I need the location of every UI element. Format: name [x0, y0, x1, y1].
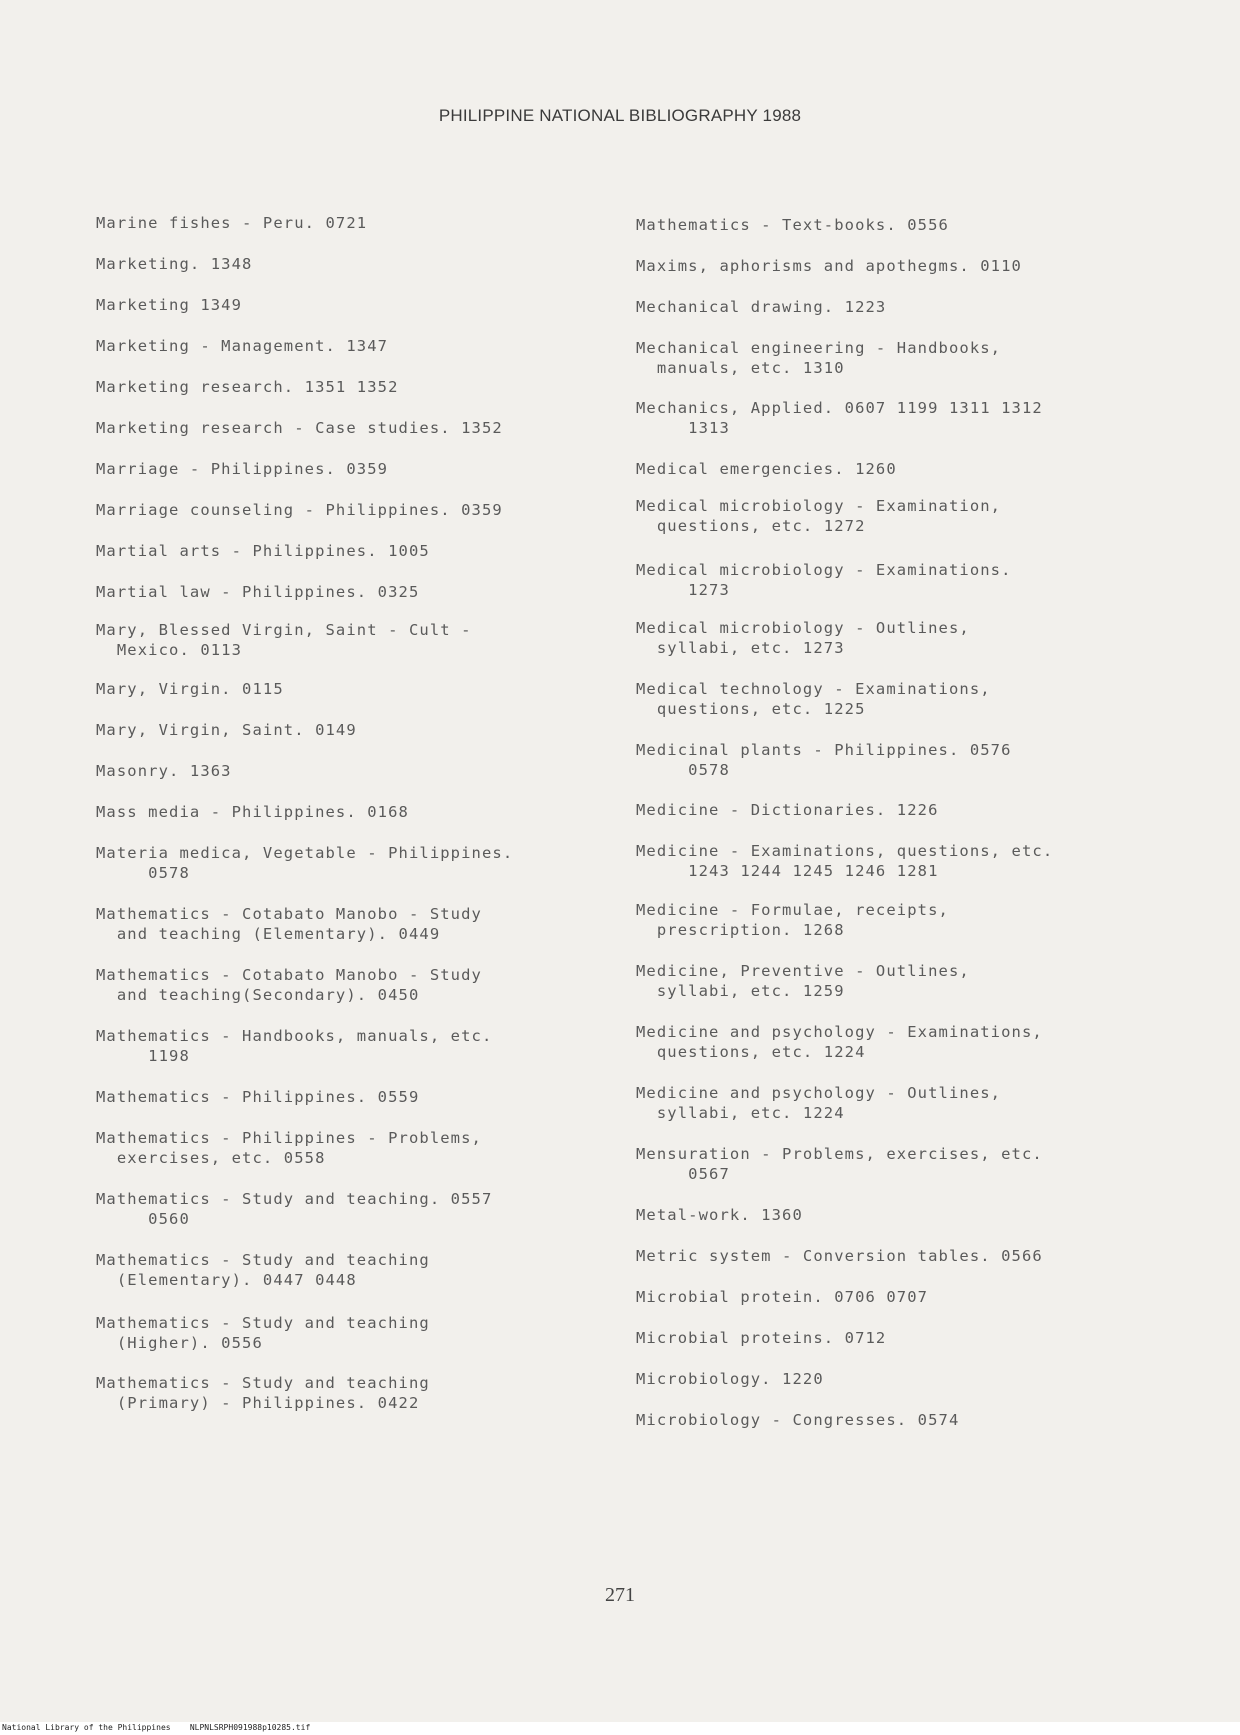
entry-heading: Medicine - Dictionaries. 1226: [636, 801, 939, 819]
entry-heading: Martial law - Philippines. 0325: [96, 583, 420, 601]
entry-continuation: syllabi, etc. 1259: [636, 982, 845, 1000]
index-entry: [636, 1369, 1226, 1389]
index-entry: [96, 620, 616, 660]
index-entry: [96, 377, 616, 397]
entry-heading: Microbial protein. 0706 0707: [636, 1288, 929, 1306]
entry-heading: Medicine - Examinations, questions, etc.: [636, 842, 1054, 860]
index-entry: [96, 679, 616, 699]
index-entry: [636, 679, 1226, 719]
entry-heading: Marriage counseling - Philippines. 0359: [96, 501, 503, 519]
scan-footer: [2, 1723, 310, 1732]
entry-heading: Mathematics - Study and teaching: [96, 1314, 430, 1332]
entry-heading: Marketing. 1348: [96, 255, 253, 273]
entry-heading: Mathematics - Text-books. 0556: [636, 216, 949, 234]
index-entry: [96, 582, 616, 602]
entry-continuation: 0578: [636, 761, 730, 779]
entry-heading: Maxims, aphorisms and apothegms. 0110: [636, 257, 1022, 275]
entry-continuation: 1198: [96, 1047, 190, 1065]
index-entry: [636, 1022, 1226, 1062]
entry-heading: Mathematics - Philippines. 0559: [96, 1088, 420, 1106]
entry-heading: Medical emergencies. 1260: [636, 460, 897, 478]
entry-continuation: prescription. 1268: [636, 921, 845, 939]
index-entry: [636, 459, 1226, 479]
entry-heading: Medical microbiology - Outlines,: [636, 619, 970, 637]
index-entry: [96, 1087, 616, 1107]
entry-heading: Medical microbiology - Examinations.: [636, 561, 1012, 579]
entry-continuation: 0560: [96, 1210, 190, 1228]
entry-continuation: 1243 1244 1245 1246 1281: [636, 862, 939, 880]
entry-heading: Mathematics - Philippines - Problems,: [96, 1129, 482, 1147]
entry-heading: Mathematics - Study and teaching. 0557: [96, 1190, 493, 1208]
index-entry: [96, 418, 616, 438]
entry-heading: Mathematics - Study and teaching: [96, 1374, 430, 1392]
index-entry: [96, 1373, 616, 1413]
entry-heading: Medical microbiology - Examination,: [636, 497, 1002, 515]
index-entry: [636, 398, 1226, 438]
index-entry: [636, 740, 1226, 780]
index-entry: [636, 618, 1226, 658]
index-entry: [96, 295, 616, 315]
index-entry: [636, 961, 1226, 1001]
entry-continuation: 1273: [636, 581, 730, 599]
index-entry: [96, 761, 616, 781]
index-entry: [636, 1083, 1226, 1123]
entry-heading: Mensuration - Problems, exercises, etc.: [636, 1145, 1043, 1163]
index-entry: [636, 560, 1226, 600]
index-entry: [636, 900, 1226, 940]
entry-heading: Marketing - Management. 1347: [96, 337, 389, 355]
entry-heading: Mechanical drawing. 1223: [636, 298, 887, 316]
entry-continuation: and teaching(Secondary). 0450: [96, 986, 420, 1004]
entry-heading: Mary, Blessed Virgin, Saint - Cult -: [96, 621, 472, 639]
entry-heading: Metric system - Conversion tables. 0566: [636, 1247, 1043, 1265]
index-entry: [636, 1328, 1226, 1348]
footer-library: National Library of the Philippines: [2, 1723, 171, 1732]
index-entry: [96, 843, 616, 883]
index-entry: [636, 1287, 1226, 1307]
footer-file: NLPNLSRPH091988p10285.tif: [189, 1723, 311, 1732]
entry-heading: Microbial proteins. 0712: [636, 1329, 887, 1347]
index-entry: [636, 297, 1226, 317]
index-entry: [96, 1189, 616, 1229]
entry-heading: Mechanical engineering - Handbooks,: [636, 339, 1002, 357]
entry-continuation: (Elementary). 0447 0448: [96, 1271, 357, 1289]
entry-heading: Mathematics - Cotabato Manobo - Study: [96, 966, 482, 984]
index-entry: [636, 215, 1226, 235]
entry-heading: Marketing research. 1351 1352: [96, 378, 399, 396]
index-entry: [636, 1410, 1226, 1430]
entry-continuation: questions, etc. 1272: [636, 517, 866, 535]
entry-heading: Marine fishes - Peru. 0721: [96, 214, 368, 232]
entry-heading: Mathematics - Cotabato Manobo - Study: [96, 905, 482, 923]
entry-heading: Microbiology - Congresses. 0574: [636, 1411, 960, 1429]
index-entry: [636, 1205, 1226, 1225]
entry-heading: Mary, Virgin, Saint. 0149: [96, 721, 357, 739]
entry-heading: Marketing research - Case studies. 1352: [96, 419, 503, 437]
index-entry: [96, 1128, 616, 1168]
entry-heading: Mass media - Philippines. 0168: [96, 803, 409, 821]
entry-heading: Medicine and psychology - Examinations,: [636, 1023, 1043, 1041]
index-entry: [96, 802, 616, 822]
index-entry: [636, 1144, 1226, 1184]
entry-continuation: syllabi, etc. 1273: [636, 639, 845, 657]
entry-heading: Mathematics - Handbooks, manuals, etc.: [96, 1027, 493, 1045]
entry-heading: Medical technology - Examinations,: [636, 680, 991, 698]
index-entry: [96, 213, 616, 233]
entry-heading: Medicine and psychology - Outlines,: [636, 1084, 1002, 1102]
page-header: PHILIPPINE NATIONAL BIBLIOGRAPHY 1988: [438, 106, 802, 125]
entry-heading: Metal-work. 1360: [636, 1206, 803, 1224]
entry-continuation: 0567: [636, 1165, 730, 1183]
entry-heading: Medicine - Formulae, receipts,: [636, 901, 949, 919]
entry-continuation: 1313: [636, 419, 730, 437]
index-entry: [96, 336, 616, 356]
index-entry: [96, 1250, 616, 1290]
index-entry: [636, 338, 1226, 378]
index-entry: [636, 496, 1226, 536]
index-entry: [96, 1313, 616, 1353]
index-entry: [96, 500, 616, 520]
entry-heading: Medicinal plants - Philippines. 0576: [636, 741, 1012, 759]
entry-heading: Mechanics, Applied. 0607 1199 1311 1312: [636, 399, 1043, 417]
entry-heading: Masonry. 1363: [96, 762, 232, 780]
entry-heading: Marriage - Philippines. 0359: [96, 460, 389, 478]
entry-continuation: (Primary) - Philippines. 0422: [96, 1394, 420, 1412]
entry-continuation: manuals, etc. 1310: [636, 359, 845, 377]
index-entry: [96, 541, 616, 561]
index-entry: [96, 254, 616, 274]
entry-heading: Marketing 1349: [96, 296, 243, 314]
entry-heading: Medicine, Preventive - Outlines,: [636, 962, 970, 980]
entry-continuation: exercises, etc. 0558: [96, 1149, 326, 1167]
entry-heading: Microbiology. 1220: [636, 1370, 824, 1388]
index-entry: [636, 256, 1226, 276]
index-entry: [636, 1246, 1226, 1266]
index-entry: [96, 1026, 616, 1066]
page-number: 271: [605, 1584, 635, 1606]
entry-continuation: and teaching (Elementary). 0449: [96, 925, 441, 943]
index-entry: [636, 800, 1226, 820]
index-entry: [96, 720, 616, 740]
entry-continuation: questions, etc. 1224: [636, 1043, 866, 1061]
entry-heading: Mathematics - Study and teaching: [96, 1251, 430, 1269]
entry-continuation: (Higher). 0556: [96, 1334, 263, 1352]
index-entry: [96, 904, 616, 944]
entry-continuation: questions, etc. 1225: [636, 700, 866, 718]
index-entry: [96, 965, 616, 1005]
entry-continuation: 0578: [96, 864, 190, 882]
entry-heading: Mary, Virgin. 0115: [96, 680, 284, 698]
entry-heading: Materia medica, Vegetable - Philippines.: [96, 844, 514, 862]
entry-continuation: Mexico. 0113: [96, 641, 243, 659]
entry-continuation: syllabi, etc. 1224: [636, 1104, 845, 1122]
index-entry: [96, 459, 616, 479]
index-entry: [636, 841, 1226, 881]
entry-heading: Martial arts - Philippines. 1005: [96, 542, 430, 560]
